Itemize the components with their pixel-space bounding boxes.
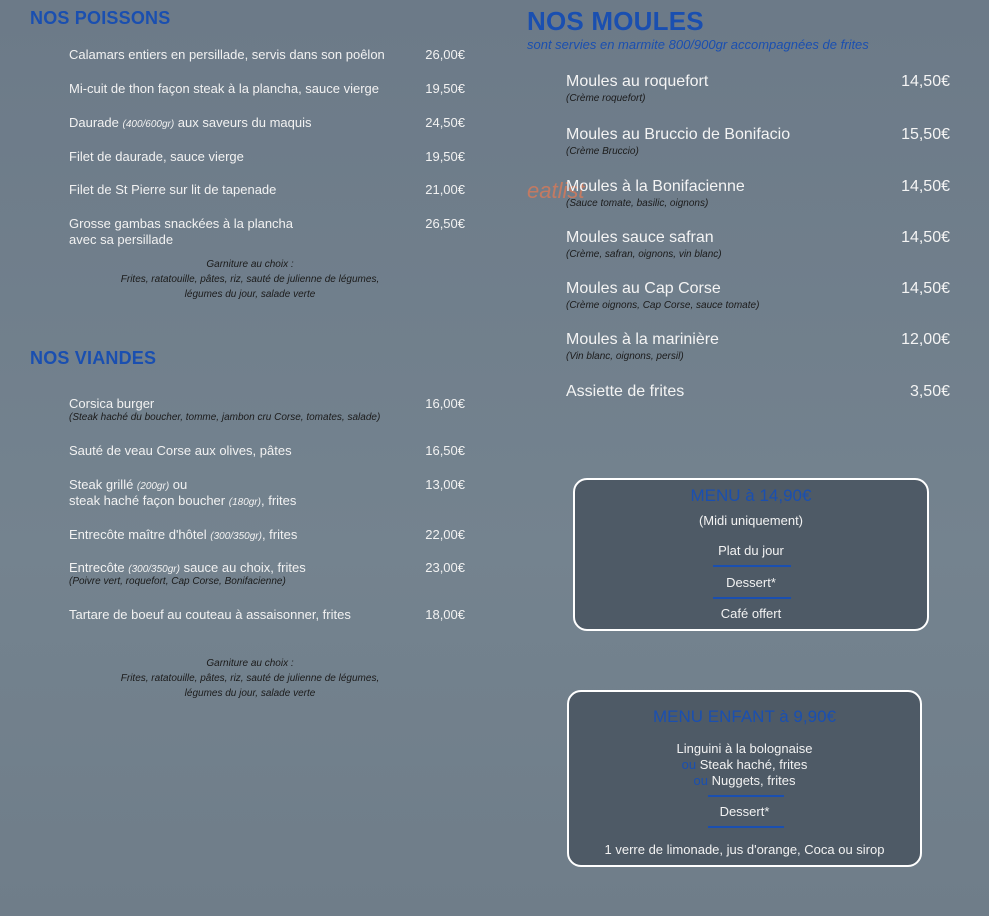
- item-price: 14,50€: [901, 280, 950, 297]
- divider: [708, 826, 784, 828]
- item-price: 12,00€: [901, 331, 950, 348]
- section-title-moules: NOS MOULES: [527, 6, 704, 36]
- menu-item: Moules à la marinière (Vin blanc, oignons, persil) 12,00€: [566, 331, 950, 362]
- item-price: 26,00€: [425, 47, 465, 62]
- item-price: 14,50€: [901, 178, 950, 195]
- menu-item: Moules sauce safran (Crème, safran, oignons, vin blanc) 14,50€: [566, 229, 950, 260]
- section-subtitle-moules: sont servies en marmite 800/900gr accompagnées de frites: [527, 37, 869, 52]
- menu-enfant-title: MENU ENFANT à 9,90€: [653, 707, 836, 726]
- item-price: 14,50€: [901, 229, 950, 246]
- garniture-note: Garniture au choix : Frites, ratatouille, pâtes, riz, sauté de julienne de légumes, légumes du jour, salade verte: [120, 259, 380, 300]
- menu-line: Dessert*: [719, 804, 770, 819]
- section-title-viandes: NOS VIANDES: [30, 348, 157, 368]
- divider: [713, 597, 791, 599]
- menu-item: Moules à la Bonifacienne (Sauce tomate, basilic, oignons) 14,50€: [566, 178, 950, 209]
- item-price: 23,00€: [425, 560, 465, 575]
- menu-line: Café offert: [720, 606, 782, 621]
- item-price: 24,50€: [425, 115, 465, 130]
- menu-item: Assiette de frites 3,50€: [566, 383, 950, 400]
- menu-line: Dessert*: [726, 575, 776, 590]
- item-price: 22,00€: [425, 527, 465, 542]
- divider: [708, 795, 784, 797]
- menu-line: Plat du jour: [718, 543, 784, 558]
- menu-item: Moules au Cap Corse (Crème oignons, Cap Corse, sauce tomate) 14,50€: [566, 280, 950, 311]
- item-price: 18,00€: [425, 607, 465, 622]
- item-price: 26,50€: [425, 216, 465, 231]
- menu-enfant-box: [567, 690, 922, 867]
- item-price: 19,50€: [425, 81, 465, 96]
- item-price: 21,00€: [425, 182, 465, 197]
- item-price: 15,50€: [901, 126, 950, 143]
- menu-item: Corsica burger (Steak haché du boucher, tomme, jambon cru Corse, tomates, salade) 16,00€: [69, 396, 465, 423]
- item-price: 3,50€: [909, 383, 950, 400]
- menu-item: Steak grillé (200gr) ou steak haché façon boucher (180gr), frites 13,00€: [69, 477, 465, 508]
- garniture-note: Garniture au choix : Frites, ratatouille, pâtes, riz, sauté de julienne de légumes, légumes du jour, salade verte: [120, 658, 380, 699]
- menu-line: ou Steak haché, frites: [681, 757, 808, 772]
- item-price: 19,50€: [425, 149, 465, 164]
- menu-line: ou Nuggets, frites: [693, 773, 796, 788]
- menu-note: (Midi uniquement): [698, 513, 804, 528]
- menu-title: MENU à 14,90€: [690, 486, 812, 505]
- divider: [713, 565, 791, 567]
- watermark: eatlist: [527, 178, 585, 203]
- menu-line: 1 verre de limonade, jus d'orange, Coca ou sirop: [604, 842, 885, 857]
- menu-line: Linguini à la bolognaise: [676, 741, 813, 756]
- item-price: 16,00€: [425, 396, 465, 411]
- menu-item: Moules au roquefort (Crème roquefort) 14,50€: [566, 73, 950, 104]
- menu-item: Grosse gambas snackées à la plancha avec sa persillade 26,50€: [69, 216, 465, 247]
- menu-item: Moules au Bruccio de Bonifacio (Crème Bruccio) 15,50€: [566, 126, 950, 157]
- menu-item: Entrecôte (300/350gr) sauce au choix, frites (Poivre vert, roquefort, Cap Corse, Bonifacienne) 23,00€: [69, 560, 465, 587]
- item-price: 16,50€: [425, 443, 465, 458]
- section-title-poissons: NOS POISSONS: [30, 8, 171, 28]
- item-price: 14,50€: [901, 73, 950, 90]
- menu-box: [573, 478, 929, 631]
- item-price: 13,00€: [425, 477, 465, 492]
